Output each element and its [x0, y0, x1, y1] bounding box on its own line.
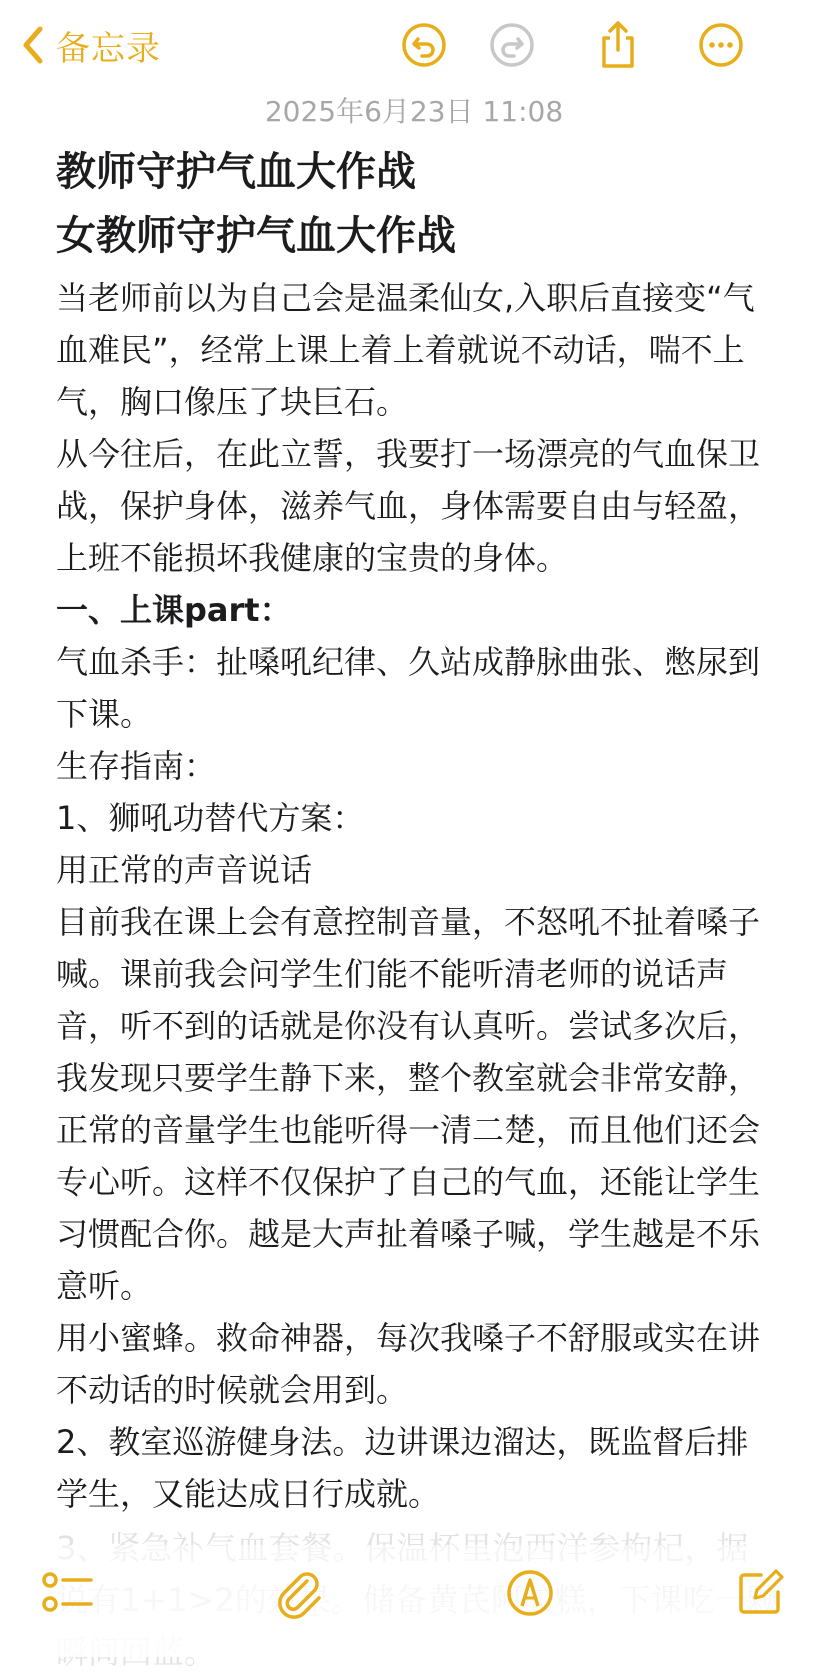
note-timestamp: 2025年6月23日 11:08 — [264, 95, 564, 128]
note-title: 教师守护气血大作战 — [56, 149, 416, 195]
note-paragraph: 目前我在课上会有意控制音量，不怒吼不扯着嗓子喊。课前我会问学生们能不能听清老师的说话声音，听不到的话就是你没有认真听。尝试多次后，我发现只要学生静下来，整个教室就会非常安静，正常的音量学生也能听得一清二楚，而且他们还会专心听。这样不仅保护了自己的气血，还能让学生习惯配合你。越是大声扯着嗓子喊，学生越是不乐意听。 — [56, 903, 761, 1305]
back-button[interactable] — [22, 20, 161, 70]
undo-icon[interactable] — [399, 20, 449, 70]
note-paragraph: 从今往后，在此立誓，我要打一场漂亮的气血保卫战，保护身体，滋养气血，身体需要自由与轻盈，上班不能损坏我健康的宝贵的身体。 — [56, 435, 761, 577]
note-paragraph: 用正常的声音说话 — [56, 851, 313, 889]
markup-icon[interactable] — [500, 1563, 560, 1623]
checklist-icon[interactable] — [38, 1563, 98, 1623]
attachment-icon[interactable] — [270, 1563, 330, 1623]
note-paragraph: 用小蜜蜂。救命神器，每次我嗓子不舒服或实在讲不动话的时候就会用到。 — [56, 1319, 761, 1409]
note-paragraph: 生存指南： — [56, 747, 217, 785]
note-subtitle: 女教师守护气血大作战 — [56, 213, 456, 259]
share-icon[interactable] — [593, 20, 643, 70]
back-label: 备忘录 — [56, 28, 161, 69]
chevron-left-icon — [22, 26, 44, 64]
section-heading: 一、上课part： — [56, 591, 292, 629]
bottom-toolbar — [0, 1545, 828, 1657]
redo-icon[interactable] — [487, 20, 537, 70]
note-paragraph: 2、教室巡游健身法。边讲课边溜达，既监督后排学生，又能达成日行成就。 — [56, 1423, 749, 1513]
compose-icon[interactable] — [730, 1563, 790, 1623]
more-icon[interactable] — [696, 20, 746, 70]
note-body[interactable] — [56, 140, 780, 1520]
navigation-bar — [0, 0, 828, 92]
note-paragraph: 气血杀手：扯嗓吼纪律、久站成静脉曲张、憋尿到下课。 — [56, 643, 761, 733]
note-paragraph: 当老师前以为自己会是温柔仙女,入职后直接变“气血难民”，经常上课上着上着就说不动话，喘不上气，胸口像压了块巨石。 — [56, 279, 755, 421]
note-paragraph: 1、狮吼功替代方案： — [56, 799, 365, 837]
